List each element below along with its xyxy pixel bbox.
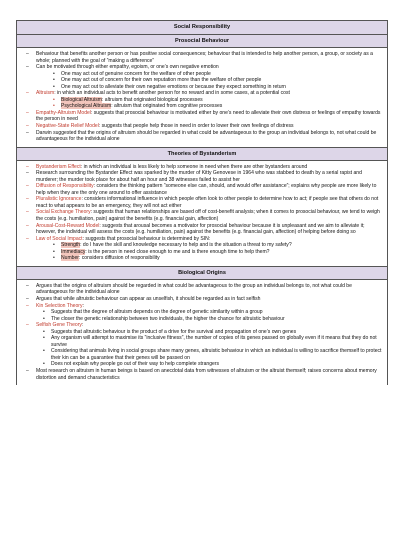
highlighted-term: Number [61, 255, 79, 262]
bullet-text: One may act out of concern for their own reputation more than the welfare of other people [61, 77, 262, 84]
bullet-item [21, 130, 383, 143]
bullet-item [21, 51, 383, 64]
bullet-item [21, 209, 383, 222]
key-term: Arousal-Cost-Reward Model [36, 222, 100, 229]
key-term: Altruism [36, 90, 55, 97]
bullet-text: : altruism that originated from cognitive processes [111, 103, 223, 110]
key-term: Law of Social Impact [36, 235, 83, 242]
section-body [17, 280, 387, 385]
key-term: Diffusion of Responsibility [36, 183, 94, 190]
bullet-text: Research surrounding the Bystander Effect was sparked by the murder of Kitty Genovese in 1964 who was stabbed to death by a serial rapist and murderer; the murder took place for about half an hour and 38 witnesses failed to assist her [36, 170, 362, 183]
bullet-text: : considers diffusion of responsibility [78, 255, 160, 262]
bullet-text: Considering that animals living in social groups share many genes, altruistic behaviour in which an individual is willing to sacrifice themself to protect their kin can be a guarantee that their genes will be passed on [51, 348, 382, 361]
key-term: Social Exchange Theory [36, 209, 91, 216]
bullet-text: Any organism will attempt to maximise its “inclusive fitness”, the number of copies of its genes passed on globally even if it means that they do not survive [51, 335, 377, 348]
bullet-item [21, 335, 383, 348]
bullet-text: : considers the thinking pattern “someone else can, should, and would offer assistance”; explains why people are more likely to help when they are the only one around to offer assistance [36, 183, 377, 196]
bullet-text: Argues that while altruistic behaviour can appear as unselfish, it should be regarded as in fact selfish [36, 295, 261, 302]
bullet-item [21, 196, 383, 209]
bullet-text: Behaviour that benefits another person or has positive social consequences; behaviour that is intended to help another person, a group, or society as a whole; planned with the goal of “making a difference” [36, 51, 373, 64]
bullet-item [21, 368, 383, 381]
bullet-text: : considers informational influence in which people often look to other people to determine how to act; if people see that others do not react to what appears to be an emergency, they will not act either [36, 196, 379, 209]
bullet-item [21, 348, 383, 361]
key-term: Pluralistic Ignorance [36, 196, 82, 203]
bullet-text: : [82, 302, 84, 309]
highlighted-term: Strength [61, 242, 81, 249]
highlighted-term: Biological Altruism [61, 96, 102, 103]
bullet-text: : in which an individual is less likely to help someone in need when there are other bystanders around [80, 163, 308, 170]
bullet-text: Darwin suggested that the origins of altruism should be regarded in what could be advantageous to the group an individual belongs to, not what could be advantageous for the individual alone [36, 129, 377, 143]
page-title: Social Responsibility [17, 21, 387, 35]
section-body [17, 48, 387, 147]
key-term: Selfish Gene Theory [36, 322, 82, 329]
key-term: Empathy-Altruism Model [36, 109, 91, 116]
bullet-text: : do I have the skill and knowledge necessary to help and is the situation a threat to my safety? [80, 242, 292, 249]
sections-container [17, 35, 387, 385]
bullet-text: : suggests that people help those in need in order to lower their own feelings of distress [98, 123, 294, 130]
bullet-text: The closer the genetic relationship between two individuals, the higher the chance for altruistic behaviour [51, 315, 285, 322]
section-heading: Biological Origins [17, 266, 387, 280]
bullet-text: : suggests that arousal becomes a motivator for prosocial behaviour because it is unpleasant and we aim to alleviate it; however, the individual will assess the costs (e.g. humiliation, pain) against the benefits (e.g. financial gain, affection) of helping before doing so [36, 222, 365, 236]
bullet-text: Can be motivated through either empathy, egoism, or one’s own negative emotion [36, 64, 219, 71]
bullet-text: One may act out to alleviate their own negative emotions or because they expect something in return [61, 83, 286, 90]
section-body [17, 161, 387, 266]
bullet-text: : suggests that prosocial behaviour is determined by SIN: [82, 235, 211, 242]
key-term: Negative-State Relief Model [36, 123, 99, 130]
highlighted-term: Immediacy [61, 248, 86, 255]
bullet-text: Most research on altruism in human beings is based on anecdotal data from witnesses of altruism or the altruist themself; raises concerns about memory distortion and demand characteristics [36, 367, 377, 381]
bullet-text: Argues that the origins of altruism should be regarded in what could be advantageous to the group an individual belongs to, not what could be advantageous for the individual alone [36, 282, 352, 296]
bullet-text: : in which an individual acts to benefit another person for no reward and in some cases, at a potential cost [54, 90, 290, 97]
bullet-text: One may act out of genuine concern for the welfare of other people [61, 70, 211, 77]
bullet-text: Does not explain why people go out of their way to help complete strangers [51, 361, 220, 368]
bullet-item [21, 170, 383, 183]
section-heading: Prosocial Behaviour [17, 35, 387, 48]
bullet-text: : is the person in need close enough to me and is there enough time to help them? [85, 248, 270, 255]
bullet-item [21, 110, 383, 123]
key-term: Bystanderism Effect [36, 163, 81, 170]
bullet-item [21, 183, 383, 196]
bullet-text: : altruism that originated biological processes [101, 96, 203, 103]
bullet-item [21, 255, 383, 262]
bullet-text: : suggests that human relationships are based off of cost-benefit analysis; when it comes to prosocial behaviour, we tend to weigh the costs (e.g. humiliation, pain) against the benefits (e.g. financial gain, affection) [36, 209, 380, 223]
bullet-text: Suggests that altruistic behaviour is the product of a drive for the survival and propagation of one’s own genes [51, 328, 297, 335]
bullet-item [21, 223, 383, 236]
bullet-text: Suggests that the degree of altruism depends on the degree of genetic similarity within a group [51, 309, 263, 316]
bullet-text: : suggests that prosocial behaviour is motivated either by one’s need to alleviate their own distress or feelings of empathy towards the person in need [36, 109, 381, 123]
section-heading: Theories of Bystanderism [17, 147, 387, 161]
bullet-item [21, 283, 383, 296]
key-term: Kin Selection Theory [36, 302, 83, 309]
bullet-text: : [81, 322, 84, 329]
notes-table [16, 20, 388, 385]
highlighted-term: Psychological Altruism [61, 103, 112, 110]
